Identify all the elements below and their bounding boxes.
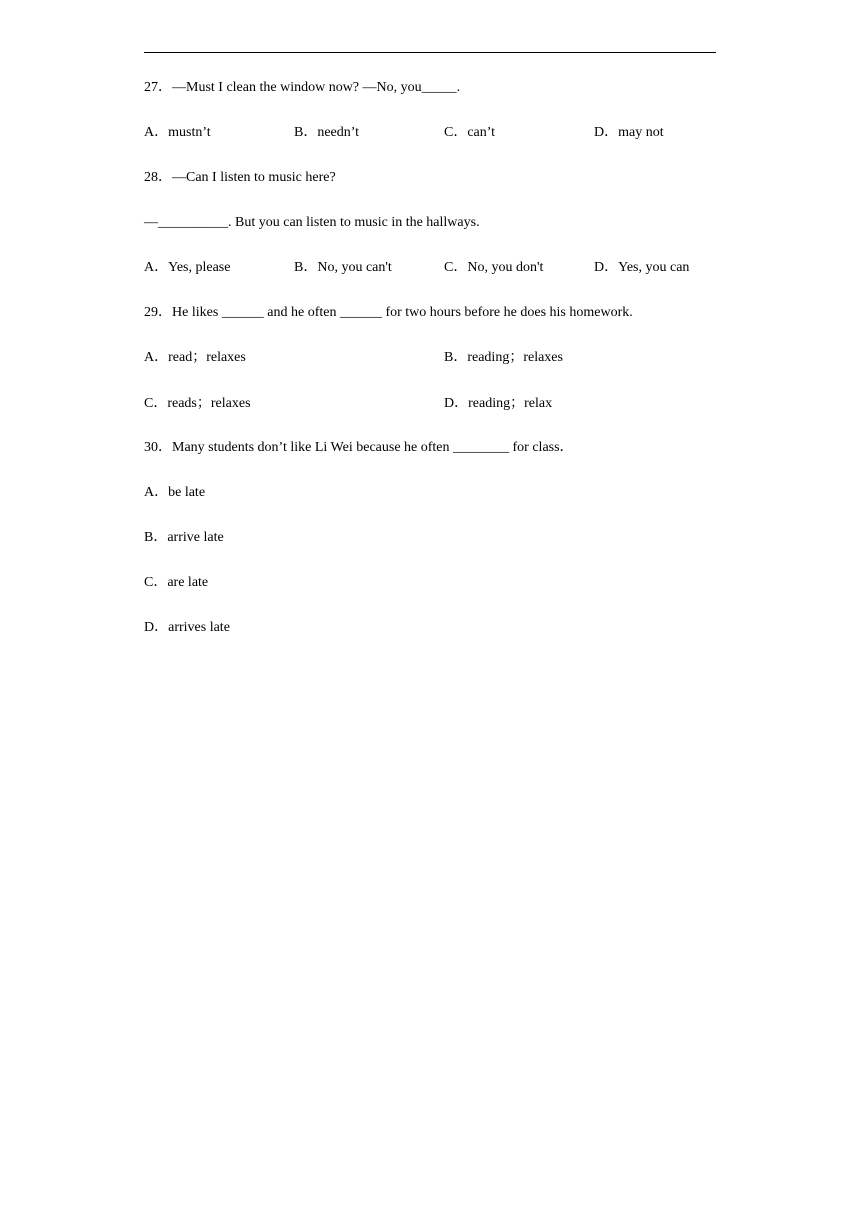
- q30-option-c: C．are late: [144, 575, 209, 590]
- question-28-stem: 28．—Can I listen to music here?: [144, 170, 336, 185]
- header-rule: [144, 52, 716, 53]
- q30-option-b: B．arrive late: [144, 530, 224, 545]
- question-30-stem: 30．Many students don’t like Li Wei because he often ________ for class．: [144, 440, 574, 455]
- question-29-stem: 29．He likes ______ and he often ______ for two hours before he does his homework.: [144, 305, 633, 320]
- q30-option-d: D．arrives late: [144, 620, 230, 635]
- q28-option-b: B．No, you can't: [294, 260, 392, 275]
- question-27-stem: 27．—Must I clean the window now? —No, you_____.: [144, 80, 461, 95]
- q27-option-b: B．needn’t: [294, 125, 360, 140]
- q29-option-a: A．read；relaxes: [144, 350, 246, 365]
- q30-option-a: A．be late: [144, 485, 206, 500]
- q27-option-c: C．can’t: [444, 125, 496, 140]
- q29-option-d: D．reading；relax: [444, 396, 553, 411]
- q29-option-b: B．reading；relaxes: [444, 350, 563, 365]
- q28-option-c: C．No, you don't: [444, 260, 544, 275]
- q27-option-d: D．may not: [594, 125, 664, 140]
- q27-option-a: A．mustn’t: [144, 125, 211, 140]
- q28-option-a: A．Yes, please: [144, 260, 231, 275]
- q28-option-d: D．Yes, you can: [594, 260, 690, 275]
- question-28-stem-response: —__________. But you can listen to music in the hallways.: [144, 215, 480, 230]
- q29-option-c: C．reads；relaxes: [144, 396, 251, 411]
